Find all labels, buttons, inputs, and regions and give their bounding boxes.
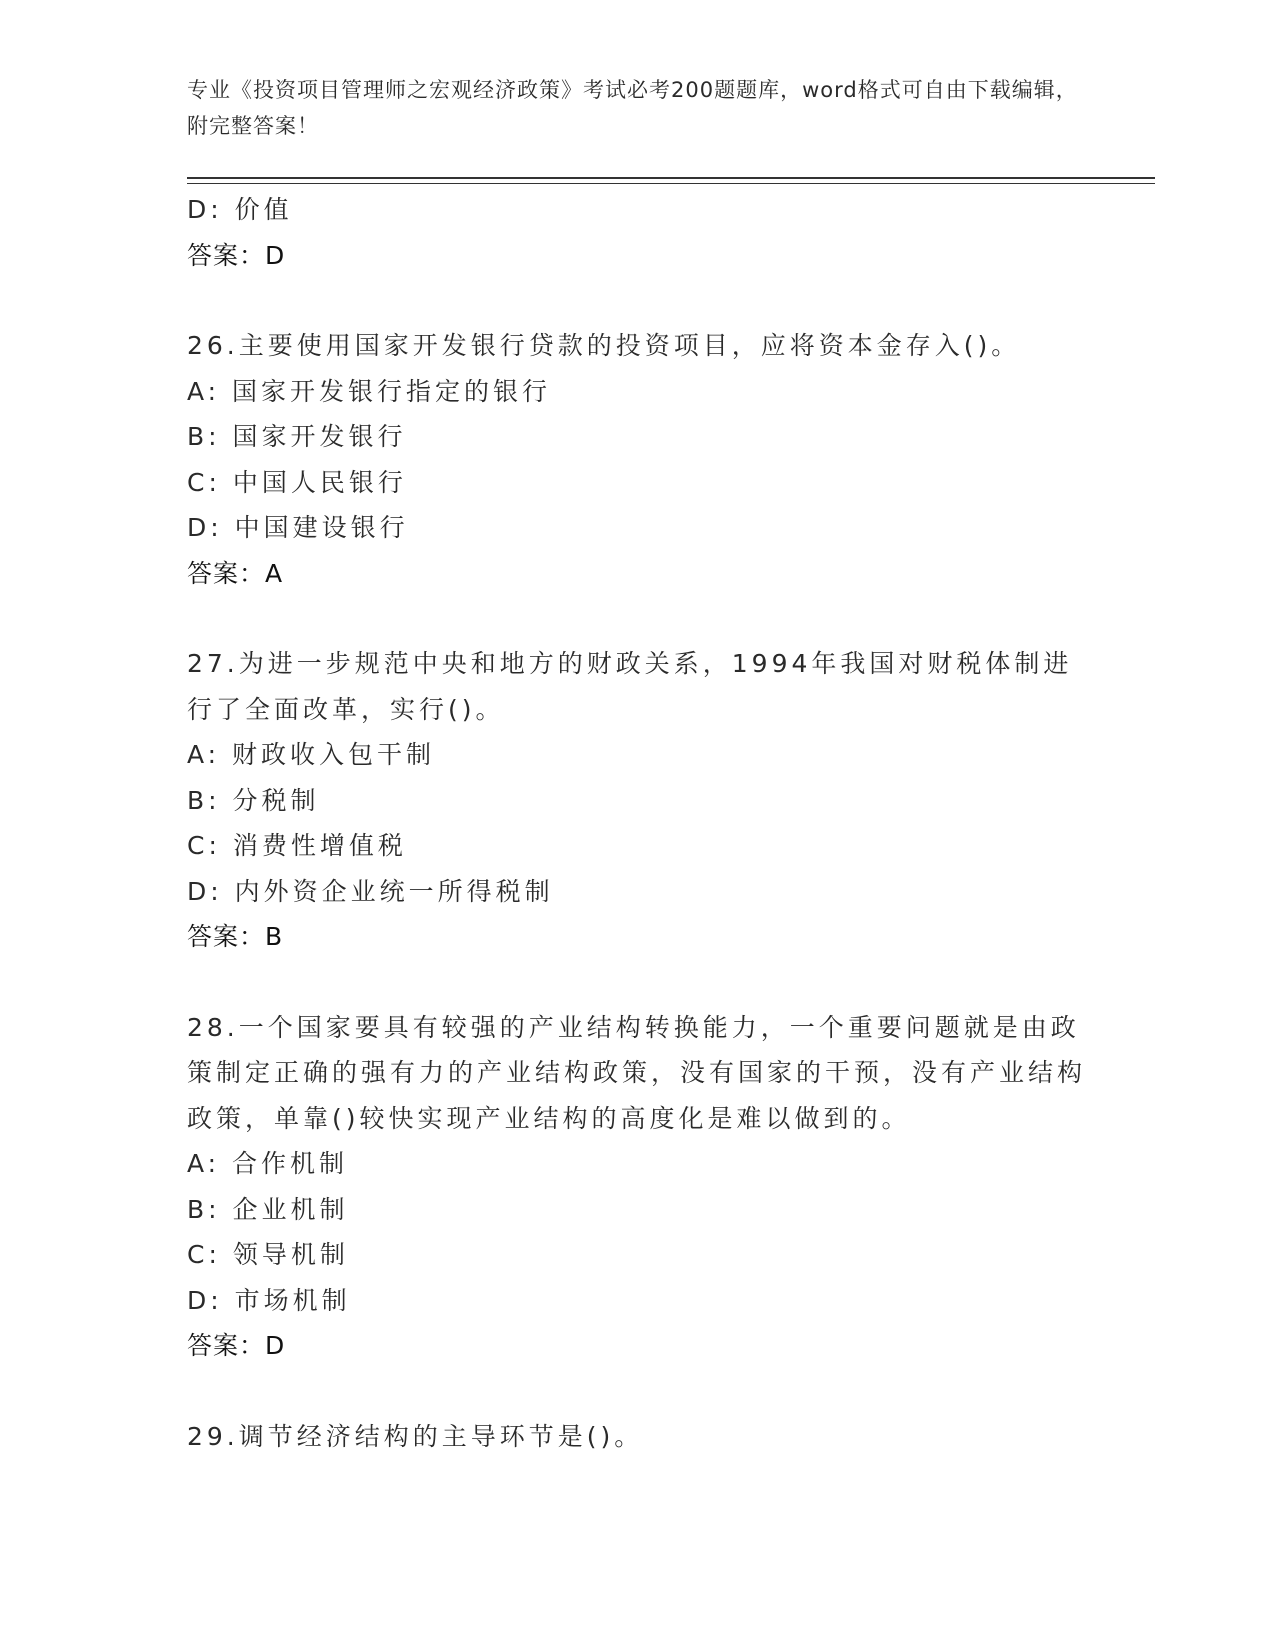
question-text: 27.为进一步规范中央和地方的财政关系，1994年我国对财税体制进行了全面改革，实行()。 [187,649,1073,724]
option-a: A: 财政收入包干制 [187,740,436,769]
answer: 答案：A [187,558,284,588]
answer: 答案：D [187,1331,286,1360]
option-b: B: 企业机制 [187,1194,349,1224]
option-d: D: 中国建设银行 [187,513,409,542]
option-a: A: 合作机制 [187,1149,349,1178]
option-d: D: 市场机制 [187,1285,351,1315]
option-c: C: 领导机制 [187,1240,349,1269]
option-c: C: 消费性增值税 [187,831,407,860]
question-text: 28.一个国家要具有较强的产业结构转换能力，一个重要问题就是由政策制定正确的强有力的产业结构政策，没有国家的干预，没有产业结构政策，单靠()较快实现产业结构的高度化是难以做到的。 [187,1012,1087,1133]
question-27 [187,641,1087,960]
option-c: C: 中国人民银行 [187,467,407,497]
question-text: 29.调节经济结构的主导环节是()。 [187,1421,644,1451]
option-b: B: 分税制 [187,785,320,815]
option-d: D: 内外资企业统一所得税制 [187,876,554,906]
header-rule-thick [187,177,1155,179]
option-b: B: 国家开发银行 [187,422,407,451]
question-text: 26.主要使用国家开发银行贷款的投资项目，应将资本金存入()。 [187,331,1021,360]
option-d: D: 价值 [187,195,293,224]
question-29 [187,1414,1087,1460]
answer: 答案：D [187,240,286,270]
answer: 答案：B [187,922,284,951]
header-rule-thin [187,183,1155,184]
document-header: 专业《投资项目管理师之宏观经济政策》考试必考200题题库，word格式可自由下载编辑，附完整答案！ [187,78,1078,138]
question-26 [187,323,1087,596]
option-a: A: 国家开发银行指定的银行 [187,376,552,406]
document-body [187,187,1087,1459]
question-28 [187,1005,1087,1369]
